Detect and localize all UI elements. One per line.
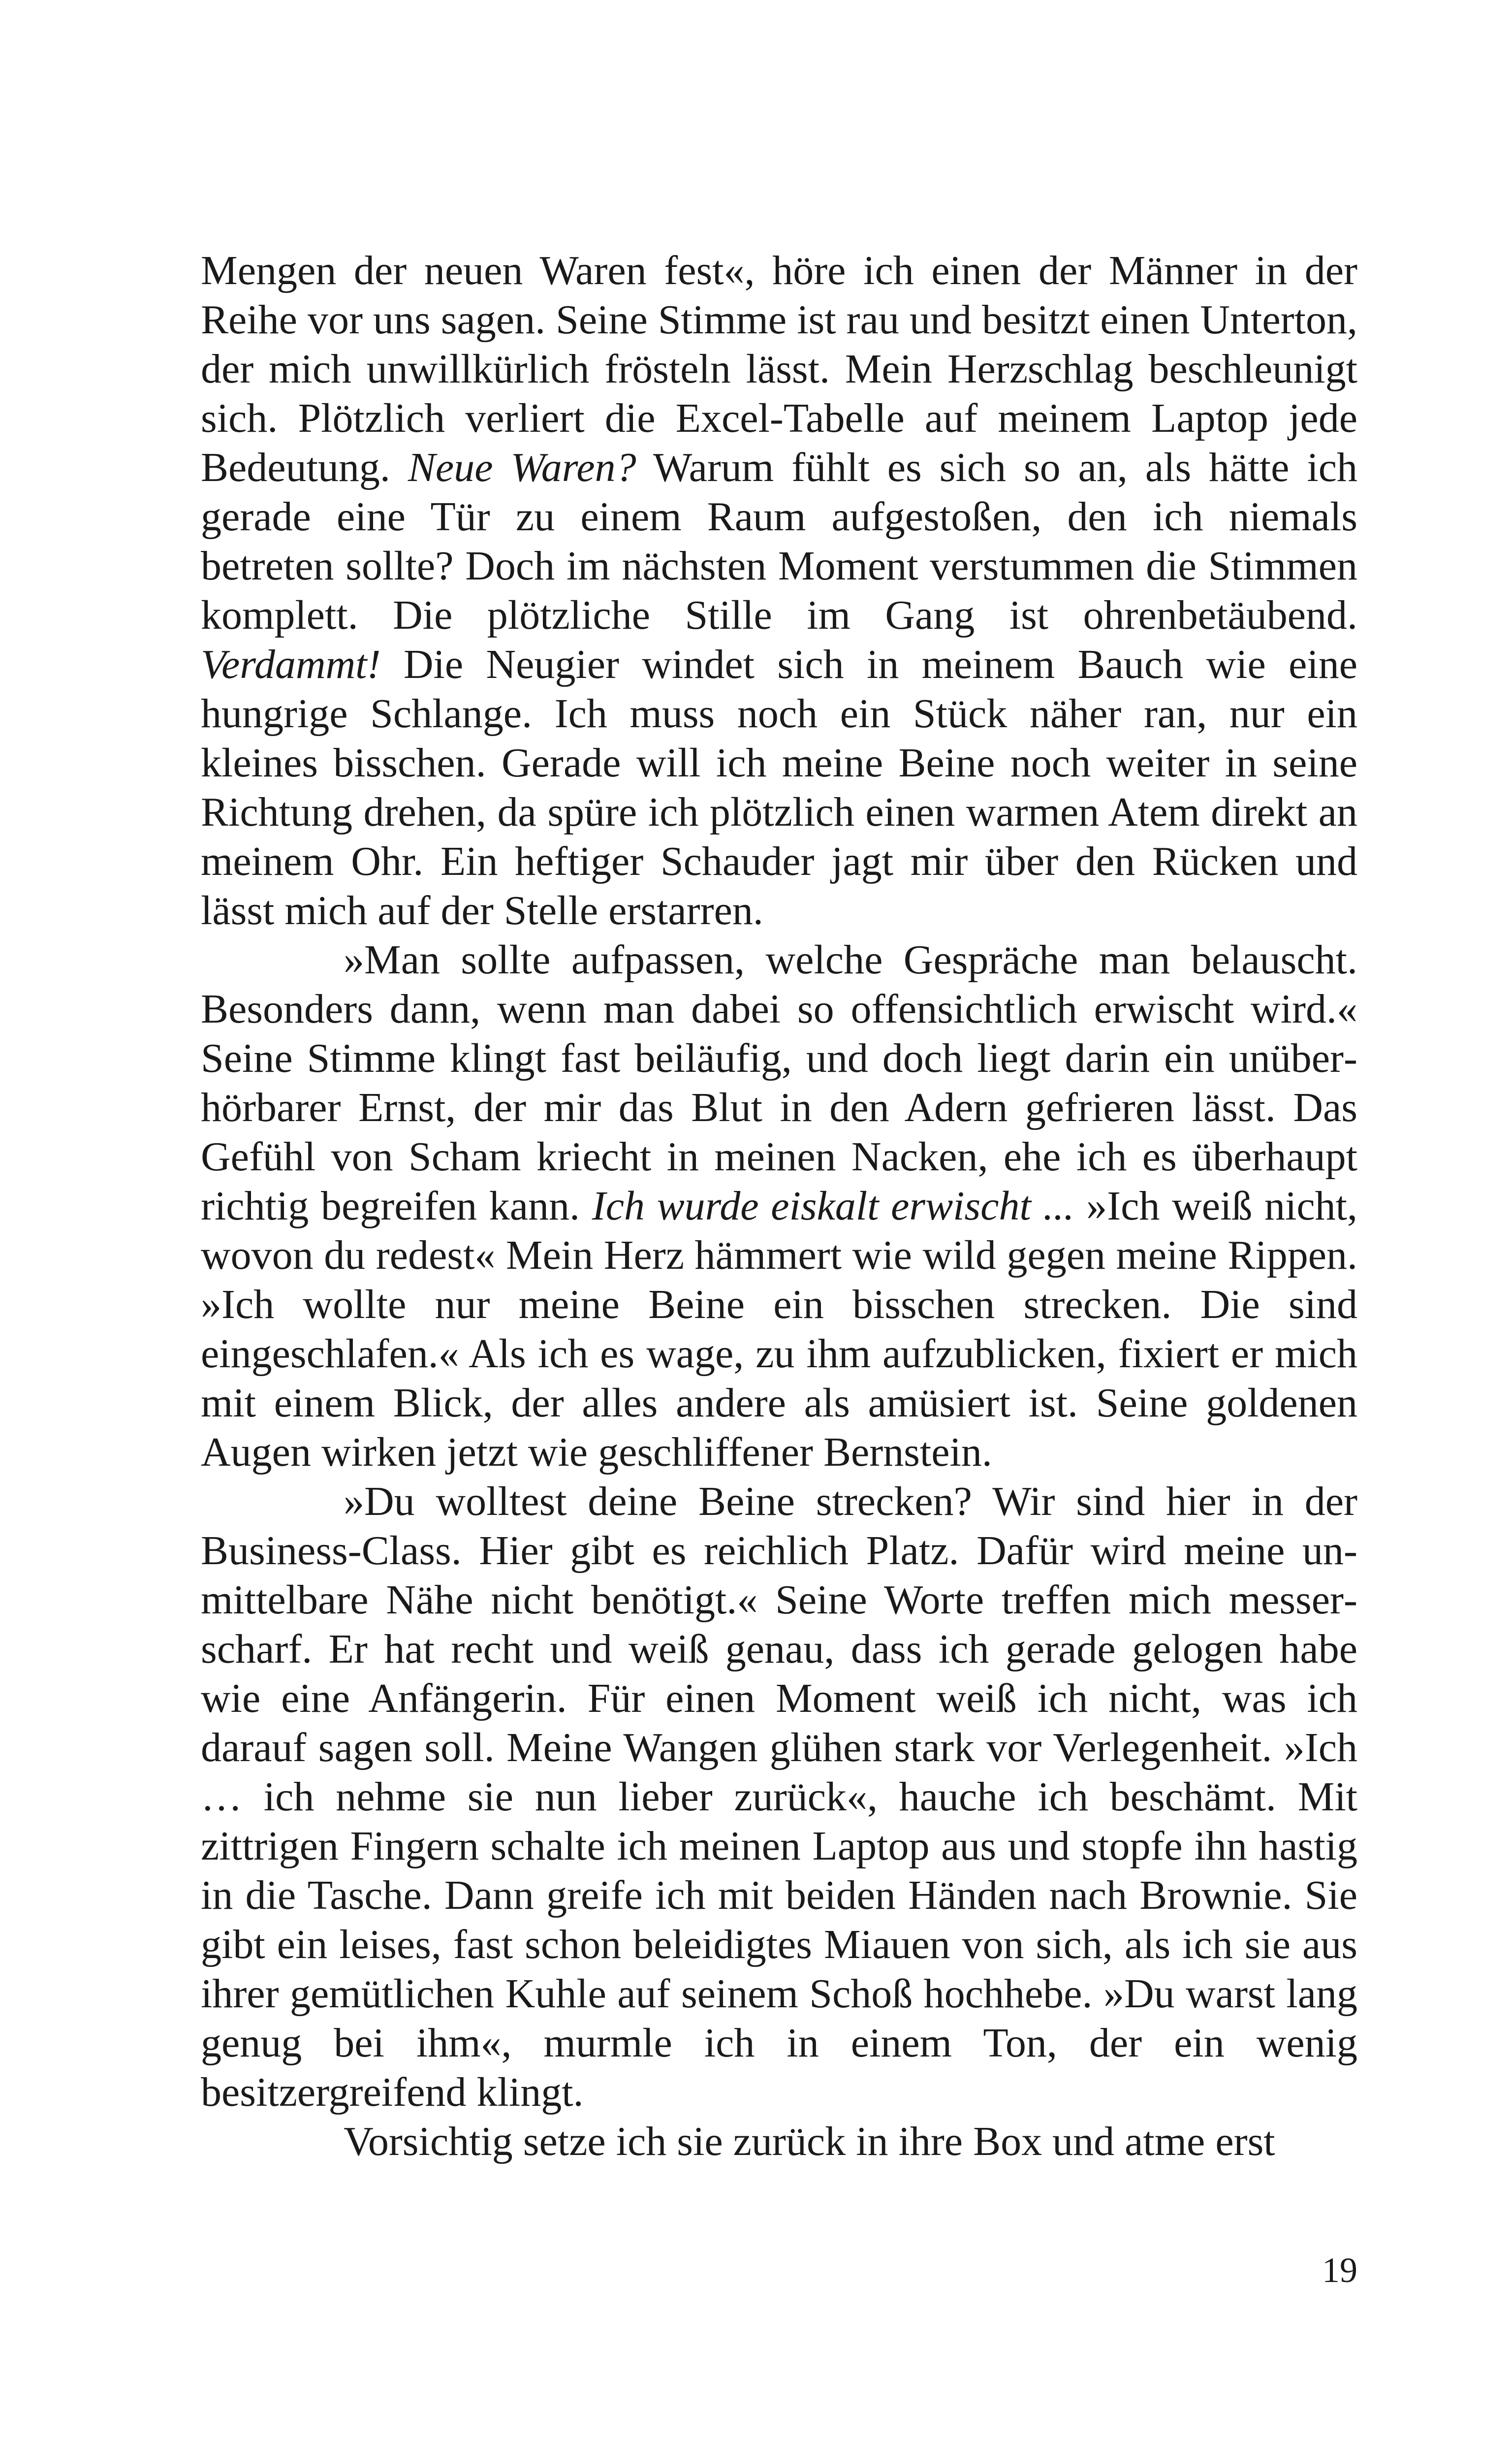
text-segment: »Ich weiß nicht, wovon du redest« Mein Herz hämmert wie wild gegen meine Rippen. »Ich wollte nur meine Beine ein bisschen strecken. Die sind eingeschlafen.« Als ich es wage, zu ihm aufzublicken, fixiert er mich mit einem Blick, der alles andere als amüsiert ist. Seine goldenen Augen wirken jetzt wie geschliffener Bernstein.	[201, 1183, 1358, 1475]
text-segment: »Du wolltest deine Beine strecken? Wir sind hier in der Business-Class. Hier gibt es reichlich Platz. Dafür wird meine unmittelbare Nähe nicht benötigt.« Seine Worte treffen mich messerscharf. Er hat recht und weiß genau, dass ich gerade gelogen habe wie eine Anfängerin. Für einen Moment weiß ich nicht, was ich darauf sagen soll. Meine Wangen glühen stark vor Verlegenheit. »Ich … ich nehme sie nun lieber zurück«, hauche ich beschämt. Mit zittrigen Fingern schalte ich meinen Laptop aus und stopfe ihn hastig in die Tasche. Dann greife ich mit beiden Händen nach Brownie. Sie gibt ein leises, fast schon beleidigtes Miauen von sich, als ich sie aus ihrer gemütlichen Kuhle auf seinem Schoß hochhebe. »Du warst lang genug bei ihm«, murmle ich in einem Ton, der ein wenig besitzergreifend klingt.	[201, 1479, 1357, 2115]
body-text	[201, 246, 1357, 2166]
italic-text-segment: Verdammt!	[201, 642, 381, 687]
text-segment: Mengen der neuen Waren fest«, höre ich einen der Männer in der Reihe vor uns sagen. Seine Stimme ist rau und besitzt einen Unterton, der mich unwillkürlich frösteln lässt. Mein Herzschlag beschleunigt sich. Plötzlich verliert die Excel-Tabelle auf meinem Laptop jede Bedeutung.	[201, 248, 1357, 490]
paragraph	[201, 1477, 1357, 2117]
text-segment: Warum fühlt es sich so an, als hätte ich gerade eine Tür zu einem Raum aufgestoßen, den ich niemals betreten sollte? Doch im nächsten Moment verstummen die Stimmen komplett. Die plötzliche Stille im Gang ist ohrenbetäubend.	[201, 445, 1357, 638]
paragraph	[201, 935, 1357, 1477]
text-segment: Vorsichtig setze ich sie zurück in ihre Box und atme erst	[344, 2119, 1275, 2164]
paragraph	[201, 2117, 1357, 2166]
italic-text-segment: Neue Waren?	[408, 445, 636, 490]
text-segment: »Man sollte aufpassen, welche Gespräche man belauscht. Besonders dann, wenn man dabei so offensichtlich erwischt wird.« Seine Stimme klingt fast beiläufig, und doch liegt darin ein unüberhörbarer Ernst, der mir das Blut in den Adern gefrieren lässt. Das Gefühl von Scham kriecht in meinen Nacken, ehe ich es überhaupt richtig begreifen kann.	[201, 937, 1357, 1229]
italic-text-segment: Ich wurde eiskalt erwischt ...	[592, 1183, 1074, 1229]
text-segment: Die Neugier windet sich in meinem Bauch wie eine hungrige Schlange. Ich muss noch ein Stück näher ran, nur ein kleines bisschen. Gerade will ich meine Beine noch weiter in seine Richtung drehen, da spüre ich plötzlich einen warmen Atem direkt an meinem Ohr. Ein heftiger Schauder jagt mir über den Rücken und lässt mich auf der Stelle erstarren.	[201, 642, 1357, 933]
paragraph	[201, 246, 1357, 935]
page-number: 19	[1322, 2250, 1357, 2290]
